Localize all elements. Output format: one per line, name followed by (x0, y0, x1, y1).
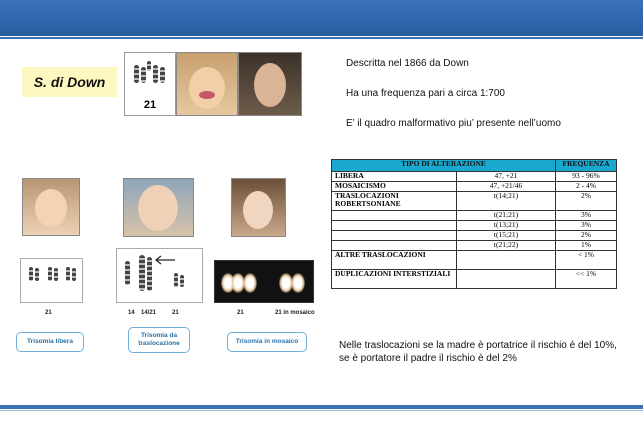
table-cell-tipo (332, 211, 457, 221)
table-cell-val: 47, +21 (457, 172, 556, 182)
fact-frequency: Ha una frequenza pari a circa 1:700 (346, 88, 505, 99)
table-cell-val (457, 251, 556, 270)
table-cell-val: t(13;21) (457, 221, 556, 231)
table-cell-val: t(21;21) (457, 211, 556, 221)
table-row (332, 182, 617, 192)
karyotype-traslocazione (116, 248, 203, 303)
table-cell-val (457, 270, 556, 289)
table-cell-freq: 2 - 4% (556, 182, 617, 192)
trisomia-libera-button[interactable]: Trisomia libera (16, 332, 84, 352)
karyotype-number: 21 (143, 99, 157, 111)
table-cell-freq: 2% (556, 192, 617, 211)
table-cell-tipo: MOSAICISMO (332, 182, 457, 192)
child-photo-libera (22, 178, 80, 236)
arrow-left-icon (153, 255, 177, 265)
table-cell-tipo (332, 221, 457, 231)
table-cell-tipo (332, 241, 457, 251)
table-header-frequenza: FREQUENZA (556, 160, 617, 172)
fact-discovery: Descritta nel 1866 da Down (346, 58, 469, 69)
table-cell-val: t(21;22) (457, 241, 556, 251)
table-cell-tipo (332, 231, 457, 241)
table-cell-freq: 3% (556, 211, 617, 221)
table-row (332, 231, 617, 241)
karyotype-libera (20, 258, 83, 303)
trisomia-traslocazione-button[interactable]: Trisomia da traslocazione (128, 327, 190, 353)
trisomy-21-karyotype-image (124, 52, 176, 116)
child-photo (176, 52, 238, 116)
table-row (332, 221, 617, 231)
table-cell-freq: 93 - 96% (556, 172, 617, 182)
table-cell-val: 47, +21/46 (457, 182, 556, 192)
table-cell-tipo: TRASLOCAZIONI ROBERTSONIANE (332, 192, 457, 211)
karyotype-mosaico (214, 260, 314, 303)
table-cell-tipo: ALTRE TRASLOCAZIONI (332, 251, 457, 270)
table-cell-freq: << 1% (556, 270, 617, 289)
karyotype-libera-label: 21 (45, 310, 52, 316)
karyotype-mosaico-label-21: 21 (237, 310, 244, 316)
risk-note: Nelle traslocazioni se la madre è portatrice il rischio è del 10%, se è portatore il padre il rischio è del 2% (339, 340, 617, 364)
table-header-tipo: TIPO DI ALTERAZIONE (332, 160, 556, 172)
table-cell-tipo: LIBERA (332, 172, 457, 182)
table-cell-freq: 1% (556, 241, 617, 251)
table-cell-tipo: DUPLICAZIONI INTERSTIZIALI (332, 270, 457, 289)
table-cell-freq: 2% (556, 231, 617, 241)
karyotype-mosaico-label-mosaico: 21 in mosaico (275, 310, 315, 316)
footer-divider (0, 410, 643, 411)
table-row (332, 172, 617, 182)
table-row (332, 211, 617, 221)
slide-title: S. di Down (22, 67, 117, 97)
table-cell-freq: < 1% (556, 251, 617, 270)
table-cell-freq: 3% (556, 221, 617, 231)
child-photo-mosaico (231, 178, 286, 237)
child-photo-traslocazione (123, 178, 194, 237)
table-row (332, 241, 617, 251)
karyotype-trasl-label-21: 21 (172, 310, 179, 316)
karyotype-trasl-label-14-21: 14/21 (141, 310, 157, 316)
fact-malformation: E’ il quadro malformativo piu’ presente nell’uomo (346, 118, 561, 129)
header-divider (0, 37, 643, 39)
header-bar (0, 0, 643, 36)
karyotype-trasl-label-14: 14 (128, 310, 135, 316)
adult-photo (238, 52, 302, 116)
table-row (332, 251, 617, 270)
table-cell-val: t(14;21) (457, 192, 556, 211)
table-row (332, 192, 617, 211)
table-cell-val: t(15;21) (457, 231, 556, 241)
alteration-frequency-table (331, 159, 617, 289)
table-row (332, 270, 617, 289)
footer-bar (0, 405, 643, 409)
trisomia-mosaico-button[interactable]: Trisomia in mosaico (227, 332, 307, 352)
